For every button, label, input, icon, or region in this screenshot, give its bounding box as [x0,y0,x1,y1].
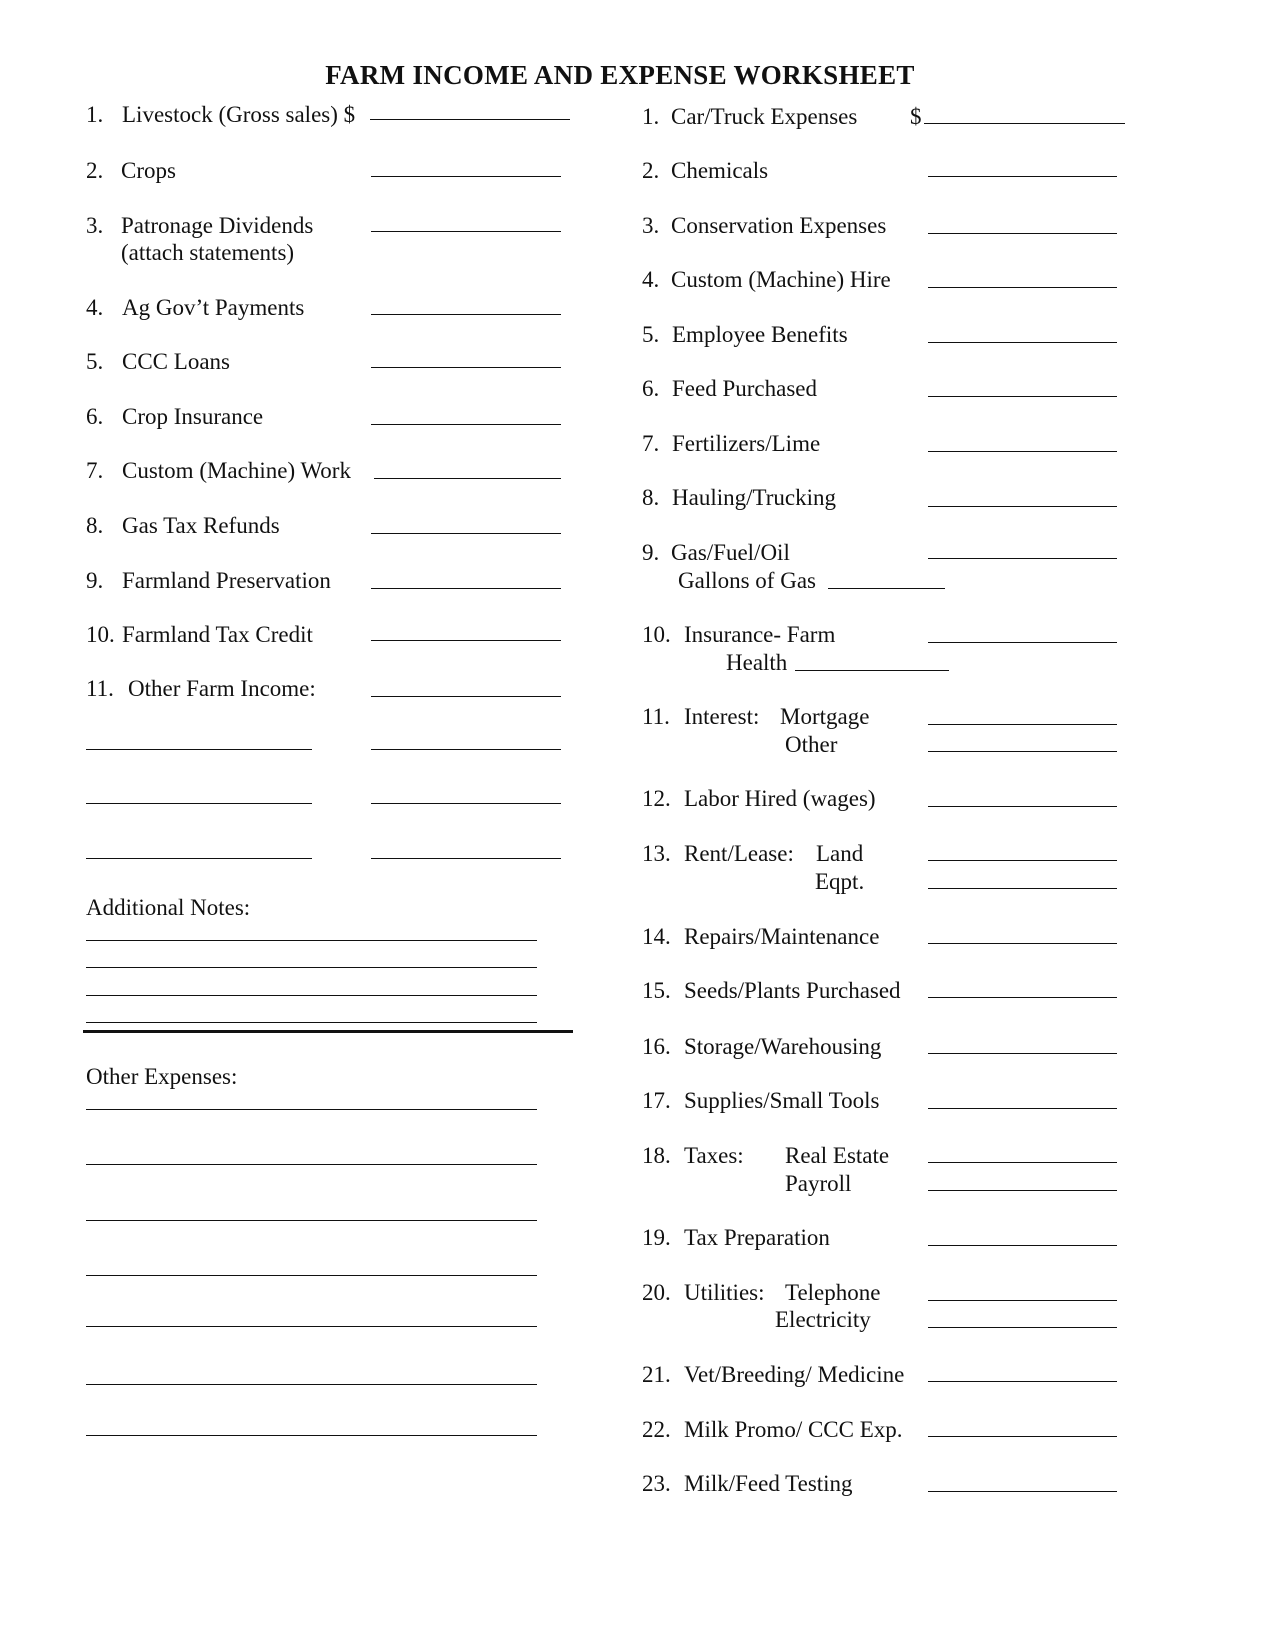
income-ag-gov-payments-label: Ag Gov’t Payments [122,295,305,320]
expense-feed-purchased-field[interactable] [928,396,1117,397]
other-expense-line[interactable] [86,1435,537,1436]
income-farmland-tax-credit-field[interactable] [371,640,561,641]
expense-rent-lease-label: Rent/Lease: [684,841,794,866]
taxes-payroll-label: Payroll [785,1171,852,1196]
expense-vet-breeding-label: Vet/Breeding/ Medicine [684,1362,905,1387]
rent-eqpt-label: Eqpt. [815,869,865,894]
income-crop-insurance-label: Crop Insurance [122,404,264,429]
income-patronage-label: Patronage Dividends [121,213,314,238]
income-item-number: 6. [86,404,104,429]
income-farmland-preservation-label: Farmland Preservation [122,568,331,593]
expense-conservation-field[interactable] [928,233,1117,234]
income-other-farm-income-label: Other Farm Income: [128,676,316,701]
expense-item-number: 11. [642,704,670,729]
other-expenses-label: Other Expenses: [86,1064,238,1089]
other-expense-line[interactable] [86,1275,537,1276]
expense-labor-hired-label: Labor Hired (wages) [684,786,876,811]
expense-insurance-farm-label: Insurance- Farm [684,622,836,647]
income-livestock-field[interactable] [370,119,570,120]
additional-notes-label: Additional Notes: [86,895,251,920]
expense-item-number: 18. [642,1143,671,1168]
expense-vet-breeding-field[interactable] [928,1381,1117,1382]
interest-other-field[interactable] [928,751,1117,752]
rent-eqpt-field[interactable] [928,888,1117,889]
income-farmland-tax-credit-label: Farmland Tax Credit [122,622,313,647]
income-item-number: 5. [86,349,104,374]
expense-car-truck-field[interactable] [924,123,1125,124]
income-patronage-field[interactable] [371,231,561,232]
interest-other-label: Other [785,732,838,757]
notes-line[interactable] [86,995,537,996]
expense-milk-promo-label: Milk Promo/ CCC Exp. [684,1417,903,1442]
other-expense-line[interactable] [86,1109,537,1110]
expense-fertilizers-label: Fertilizers/Lime [672,431,821,456]
income-crops-label: Crops [121,158,176,183]
expense-chemicals-field[interactable] [928,176,1117,177]
expense-hauling-field[interactable] [928,506,1117,507]
utilities-telephone-field[interactable] [928,1300,1117,1301]
expense-employee-benefits-field[interactable] [928,342,1117,343]
expense-milk-feed-testing-field[interactable] [928,1491,1117,1492]
insurance-health-field[interactable] [795,670,949,671]
expense-insurance-farm-field[interactable] [928,642,1117,643]
income-gas-tax-refunds-label: Gas Tax Refunds [122,513,280,538]
income-item-number: 11. [86,676,114,701]
income-crops-field[interactable] [371,176,561,177]
taxes-real-estate-label: Real Estate [785,1143,890,1168]
section-divider [83,1030,573,1033]
income-ccc-loans-label: CCC Loans [122,349,230,374]
other-expense-line[interactable] [86,1384,537,1385]
income-item-number: 1. [86,102,104,127]
income-livestock-label: Livestock (Gross sales) $ [122,102,356,127]
expense-item-number: 5. [642,322,660,347]
income-item-number: 9. [86,568,104,593]
taxes-payroll-field[interactable] [928,1190,1117,1191]
expense-taxes-label: Taxes: [684,1143,744,1168]
dollar-sign: $ [910,104,922,129]
income-custom-work-label: Custom (Machine) Work [122,458,351,483]
expense-item-number: 22. [642,1417,671,1442]
expense-item-number: 3. [642,213,660,238]
expense-storage-field[interactable] [928,1053,1117,1054]
notes-line[interactable] [86,1022,537,1023]
interest-mortgage-label: Mortgage [780,704,870,729]
expense-item-number: 7. [642,431,660,456]
utilities-electricity-label: Electricity [775,1307,871,1332]
income-patronage-note: (attach statements) [121,240,295,265]
expense-interest-label: Interest: [684,704,760,729]
rent-land-label: Land [816,841,864,866]
expense-item-number: 14. [642,924,671,949]
expense-car-truck-label: Car/Truck Expenses [671,104,858,129]
other-income-amount-field[interactable] [371,749,561,750]
expense-item-number: 8. [642,485,660,510]
expense-employee-benefits-label: Employee Benefits [672,322,848,347]
expense-item-number: 17. [642,1088,671,1113]
expense-gas-fuel-field[interactable] [928,558,1117,559]
expense-item-number: 19. [642,1225,671,1250]
income-gas-tax-refunds-field[interactable] [371,533,561,534]
income-farmland-preservation-field[interactable] [371,588,561,589]
expense-utilities-label: Utilities: [684,1280,765,1305]
income-crop-insurance-field[interactable] [371,424,561,425]
other-income-amount-field[interactable] [371,803,561,804]
expense-milk-promo-field[interactable] [928,1436,1117,1437]
other-expense-line[interactable] [86,1164,537,1165]
expense-item-number: 9. [642,540,660,565]
utilities-telephone-label: Telephone [785,1280,881,1305]
expense-item-number: 23. [642,1471,671,1496]
gallons-of-gas-label: Gallons of Gas [678,568,816,593]
expense-milk-feed-testing-label: Milk/Feed Testing [684,1471,853,1496]
expense-item-number: 21. [642,1362,671,1387]
expense-seeds-field[interactable] [928,997,1117,998]
page-title: FARM INCOME AND EXPENSE WORKSHEET [325,60,915,90]
income-custom-work-field[interactable] [374,478,561,479]
expense-supplies-field[interactable] [928,1108,1117,1109]
other-income-description-field[interactable] [86,803,312,804]
taxes-real-estate-field[interactable] [928,1162,1117,1163]
expense-item-number: 2. [642,158,660,183]
income-item-number: 10. [86,622,115,647]
expense-tax-preparation-field[interactable] [928,1245,1117,1246]
income-ccc-loans-field[interactable] [371,367,561,368]
expense-item-number: 16. [642,1034,671,1059]
expense-conservation-label: Conservation Expenses [671,213,887,238]
expense-fertilizers-field[interactable] [928,451,1117,452]
expense-tax-preparation-label: Tax Preparation [684,1225,830,1250]
income-other-farm-income-field[interactable] [371,696,561,697]
rent-land-field[interactable] [928,860,1117,861]
expense-item-number: 12. [642,786,671,811]
other-income-description-field[interactable] [86,749,312,750]
other-income-amount-field[interactable] [371,858,561,859]
expense-item-number: 1. [642,104,660,129]
expense-repairs-label: Repairs/Maintenance [684,924,880,949]
notes-line[interactable] [86,967,537,968]
expense-item-number: 13. [642,841,671,866]
other-expense-line[interactable] [86,1220,537,1221]
expense-storage-label: Storage/Warehousing [684,1034,882,1059]
expense-chemicals-label: Chemicals [671,158,769,183]
income-item-number: 8. [86,513,104,538]
expense-labor-hired-field[interactable] [928,806,1117,807]
expense-custom-hire-field[interactable] [928,287,1117,288]
income-item-number: 2. [86,158,104,183]
expense-item-number: 20. [642,1280,671,1305]
gallons-of-gas-field[interactable] [828,588,945,589]
income-item-number: 4. [86,295,104,320]
expense-item-number: 6. [642,376,660,401]
expense-feed-purchased-label: Feed Purchased [672,376,817,401]
income-ag-gov-payments-field[interactable] [371,314,561,315]
expense-hauling-label: Hauling/Trucking [672,485,836,510]
expense-seeds-label: Seeds/Plants Purchased [684,978,901,1003]
utilities-electricity-field[interactable] [928,1327,1117,1328]
interest-mortgage-field[interactable] [928,724,1117,725]
expense-item-number: 4. [642,267,660,292]
insurance-health-label: Health [726,650,788,675]
expense-custom-hire-label: Custom (Machine) Hire [671,267,891,292]
other-income-description-field[interactable] [86,858,312,859]
expense-supplies-label: Supplies/Small Tools [684,1088,880,1113]
expense-item-number: 15. [642,978,671,1003]
income-item-number: 3. [86,213,104,238]
income-item-number: 7. [86,458,104,483]
other-expense-line[interactable] [86,1326,537,1327]
notes-line[interactable] [86,940,537,941]
expense-item-number: 10. [642,622,671,647]
expense-gas-fuel-label: Gas/Fuel/Oil [671,540,790,565]
expense-repairs-field[interactable] [928,943,1117,944]
